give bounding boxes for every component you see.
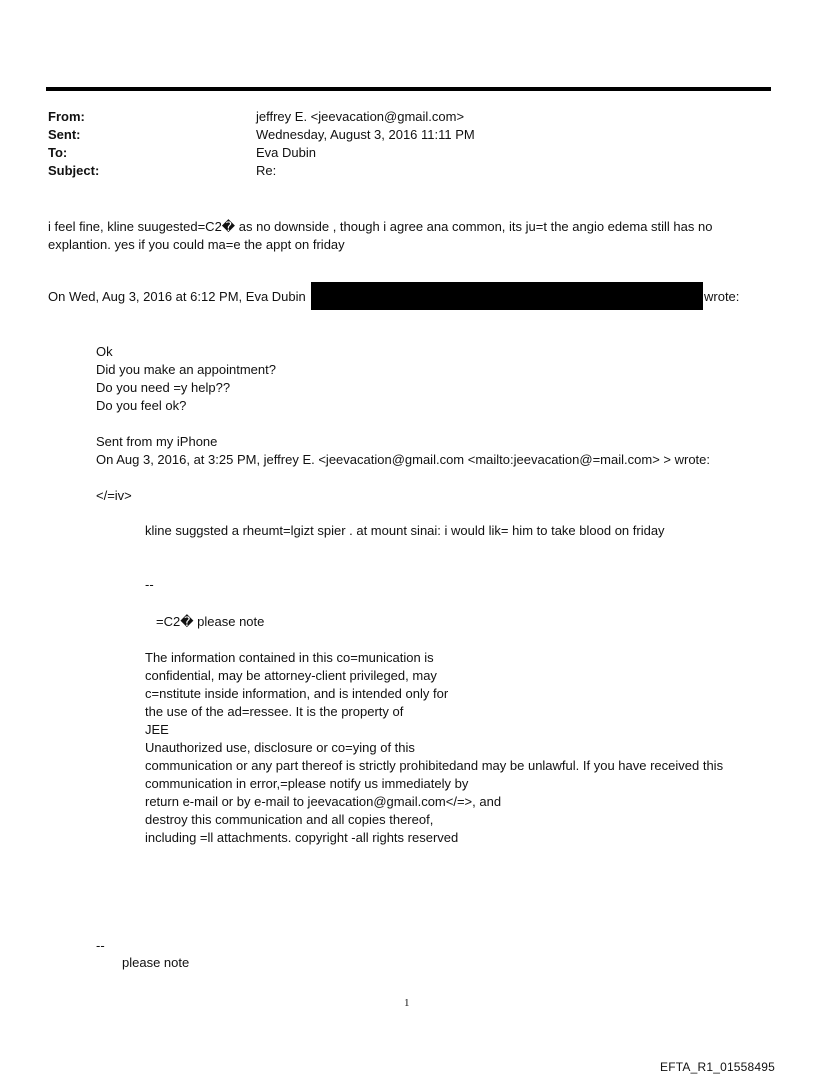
quoted-note: =C2� please note — [156, 614, 265, 629]
disclaimer-line: The information contained in this co=munication is — [145, 650, 434, 665]
quote-intro: On Aug 3, 2016, at 3:25 PM, jeffrey E. <jeevacation@gmail.com <mailto:jeevacation@=mail.com> > wrote: — [96, 452, 710, 467]
to-value: Eva Dubin — [256, 145, 316, 160]
footer-separator: -- — [96, 938, 105, 953]
from-value: jeffrey E. <jeevacation@gmail.com> — [256, 109, 465, 124]
reply-intro-suffix: wrote: — [704, 289, 740, 304]
subject-value: Re: — [256, 163, 277, 178]
quoted-separator: -- — [145, 577, 154, 592]
disclaimer-line: the use of the ad=ressee. It is the property of — [145, 704, 404, 719]
disclaimer-line: communication in error,=please notify us immediately by — [145, 776, 469, 791]
sent-label: Sent: — [48, 127, 81, 142]
page-number: 1 — [404, 997, 410, 1009]
sent-value: Wednesday, August 3, 2016 11:11 PM — [256, 127, 475, 142]
reply-signature: Sent from my iPhone — [96, 434, 218, 449]
reply-line: Ok — [96, 344, 113, 359]
disclaimer-line: communication or any part thereof is strictly prohibitedand may be unlawful. If you have received this — [145, 758, 724, 773]
quoted-message: kline suggsted a rheumt=lgizt spier . at mount sinai: i would lik= him to take blood on friday — [145, 523, 665, 538]
disclaimer-line: c=nstitute inside information, and is intended only for — [145, 686, 449, 701]
footer-note: please note — [122, 955, 190, 970]
to-label: To: — [48, 145, 68, 160]
disclaimer-line: confidential, may be attorney-client privileged, may — [145, 668, 437, 683]
reply-intro-prefix: On Wed, Aug 3, 2016 at 6:12 PM, Eva Dubin — [48, 289, 306, 304]
reply-line: Do you need =y help?? — [96, 380, 231, 395]
div-tag: </=iv> — [96, 488, 132, 503]
subject-label: Subject: — [48, 163, 100, 178]
document-id: EFTA_R1_01558495 — [660, 1060, 776, 1074]
from-label: From: — [48, 109, 85, 124]
disclaimer-line: including =ll attachments. copyright -all rights reserved — [145, 830, 459, 845]
disclaimer-line: destroy this communication and all copies thereof, — [145, 812, 434, 827]
header-rule — [46, 87, 771, 91]
disclaimer-line: JEE — [145, 722, 169, 737]
body-line-1: i feel fine, kline suugested=C2� as no downside , though i agree ana common, its ju=t the angio edema still has no — [48, 219, 713, 234]
reply-line: Do you feel ok? — [96, 398, 187, 413]
reply-line: Did you make an appointment? — [96, 362, 276, 377]
body-line-2: explantion. yes if you could ma=e the appt on friday — [48, 237, 345, 252]
redaction-bar — [311, 282, 703, 310]
disclaimer-line: Unauthorized use, disclosure or co=ying of this — [145, 740, 415, 755]
disclaimer-line: return e-mail or by e-mail to jeevacation@gmail.com</=>, and — [145, 794, 502, 809]
